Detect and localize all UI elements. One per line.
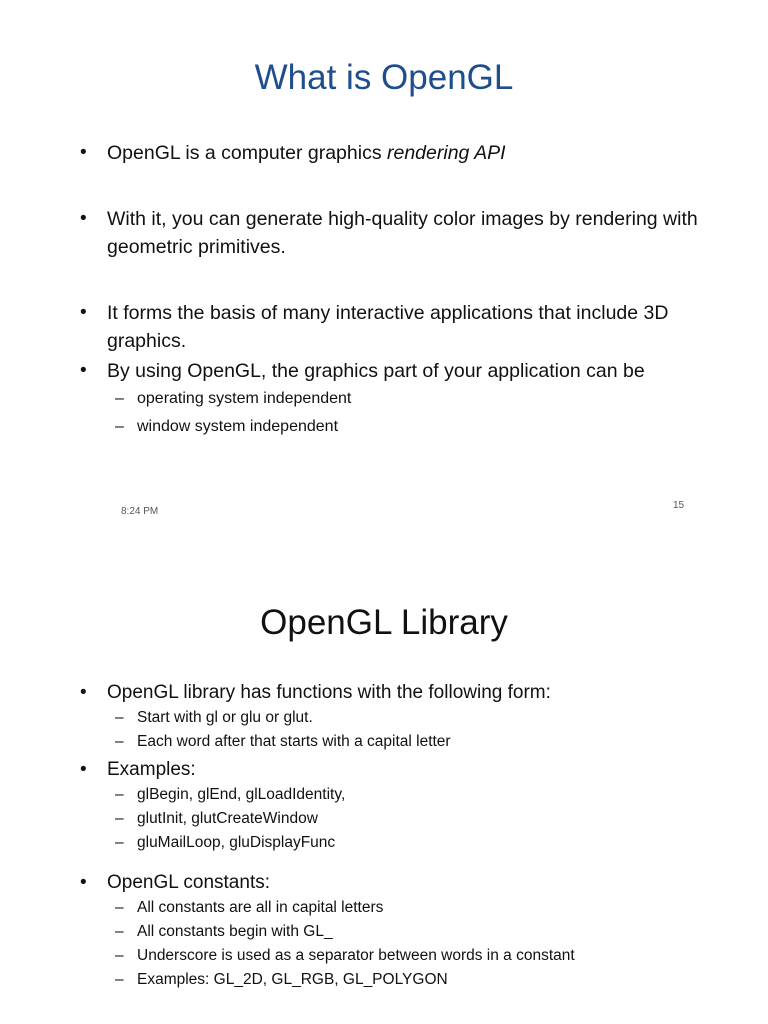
sub-bullet-item: – Examples: GL_2D, GL_RGB, GL_POLYGON: [107, 968, 708, 992]
sub-bullet-item: – gluMailLoop, gluDisplayFunc: [107, 831, 708, 855]
sub-bullet-item: – Underscore is used as a separator between words in a constant: [107, 944, 708, 968]
sub-bullet-item: – All constants are all in capital letters: [107, 896, 708, 920]
bullet-list: [0, 139, 768, 441]
sub-bullet-list: [107, 783, 708, 855]
bullet-text: OpenGL constants:: [107, 872, 271, 893]
bullet-item: [0, 139, 768, 167]
bullet-text: By using OpenGL, the graphics part of your application can be: [107, 360, 645, 382]
bullet-item: [0, 869, 768, 992]
bullet-item: • With it, you can generate high-quality color images by rendering with geometric primitives.: [0, 205, 768, 261]
page-number: 15: [673, 500, 685, 511]
sub-bullet-item: – Each word after that starts with a capital letter: [107, 730, 708, 754]
sub-bullet-item: – operating system independent: [107, 385, 708, 413]
sub-bullet-item: – glutInit, glutCreateWindow: [107, 807, 708, 831]
bullet-text: Examples:: [107, 759, 196, 780]
bullet-item: [0, 679, 768, 754]
sub-bullet-list: [107, 896, 708, 992]
bullet-item: [0, 357, 768, 441]
sub-bullet-item: – Start with gl or glu or glut.: [107, 706, 708, 730]
bullet-item: • It forms the basis of many interactive applications that include 3D graphics.: [0, 299, 768, 355]
sub-bullet-item: – glBegin, glEnd, glLoadIdentity,: [107, 783, 708, 807]
slide-opengl-library: [0, 560, 768, 1024]
bullet-item: [0, 756, 768, 855]
bullet-list: [0, 679, 768, 992]
slide-title: OpenGL Library: [260, 603, 508, 642]
bullet-text: OpenGL is a computer graphics: [107, 142, 387, 164]
bullet-emphasis: rendering API: [387, 142, 506, 164]
footer-time: 8:24 PM: [121, 506, 159, 517]
sub-bullet-item: – All constants begin with GL_: [107, 920, 708, 944]
sub-bullet-list: [107, 706, 708, 754]
sub-bullet-list: [107, 385, 708, 441]
sub-bullet-item: – window system independent: [107, 413, 708, 441]
bullet-text: OpenGL library has functions with the following form:: [107, 682, 551, 703]
slide-title: What is OpenGL: [254, 58, 514, 97]
